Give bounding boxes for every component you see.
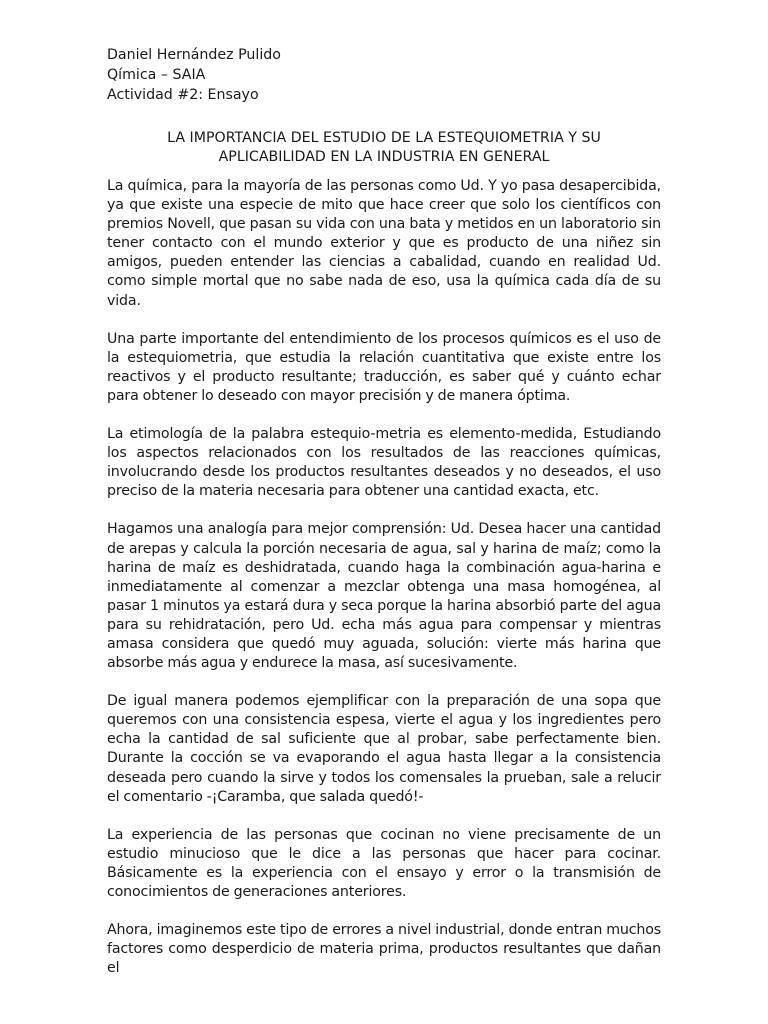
paragraph-7: Ahora, imaginemos este tipo de errores a nivel industrial, donde entran muchos factores como desperdicio de materia prima, productos resultantes que dañan el [107,922,661,977]
paragraph-3: La etimología de la palabra estequio-metria es elemento-medida, Estudiando los aspectos relacionados con los resultados de las reacciones químicas, involucrando desde los productos resultantes deseados y no deseados, el uso preciso de la materia necesaria para obtener una cantidad exacta, etc. [107,426,661,500]
document-page [107,45,661,978]
paragraph-2: Una parte importante del entendimiento de los procesos químicos es el uso de la estequiometria, que estudia la relación cuantitativa que existe entre los reactivos y el producto resultante; traducción, es saber qué y cuánto echar para obtener lo deseado con mayor precisión y de manera óptima. [107,330,661,404]
activity-label: Actividad #2: Ensayo [107,87,259,103]
essay-title-line-2: APLICABILIDAD EN LA INDUSTRIA EN GENERAL [218,149,550,165]
course-name: Qímica – SAIA [107,67,206,83]
essay-title-line-1: LA IMPORTANCIA DEL ESTUDIO DE LA ESTEQUIOMETRIA Y SU [167,130,601,146]
paragraph-4: Hagamos una analogía para mejor comprensión: Ud. Desea hacer una cantidad de arepas y calcula la porción necesaria de agua, sal y harina de maíz; como la harina de maíz es deshidratada, cuando haga la combinación agua-harina e inmediatamente al comenzar a mezclar obtenga una masa homogénea, al pasar 1 minutos ya estará dura y seca porque la harina absorbió parte del agua para su rehidratación, pero Ud. echa más agua para compensar y mientras amasa considera que quedó muy aguada, solución: vierte más harina que absorbe más agua y endurece la masa, así sucesivamente. [107,521,661,672]
paragraph-5: De igual manera podemos ejemplificar con la preparación de una sopa que queremos con una consistencia espesa, vierte el agua y los ingredientes pero echa la cantidad de sal suficiente que al probar, sabe perfectamente bien. Durante la cocción se va evaporando el agua hasta llegar a la consistencia deseada pero cuando la sirve y todos los comensales la prueban, sale a relucir el comentario -¡Caramba, que salada quedó!- [107,693,661,805]
essay-title [107,129,661,167]
paragraph-6: La experiencia de las personas que cocinan no viene precisamente de un estudio minucioso que le dice a las personas que hacer para cocinar. Básicamente es la experiencia con el ensayo y error o la transmisión de conocimientos de generaciones anteriores. [107,826,661,900]
author-name: Daniel Hernández Pulido [107,47,281,63]
paragraph-1: La química, para la mayoría de las personas como Ud. Y yo pasa desapercibida, ya que existe una especie de mito que hace creer que solo los científicos con premios Novell, que pasan su vida con una bata y metidos en un laboratorio sin tener contacto con el mundo exterior y que es producto de una niñez sin amigos, pueden entender las ciencias a cabalidad, cuando en realidad Ud. como simple mortal que no sabe nada de eso, usa la química cada día de su vida. [107,178,661,309]
